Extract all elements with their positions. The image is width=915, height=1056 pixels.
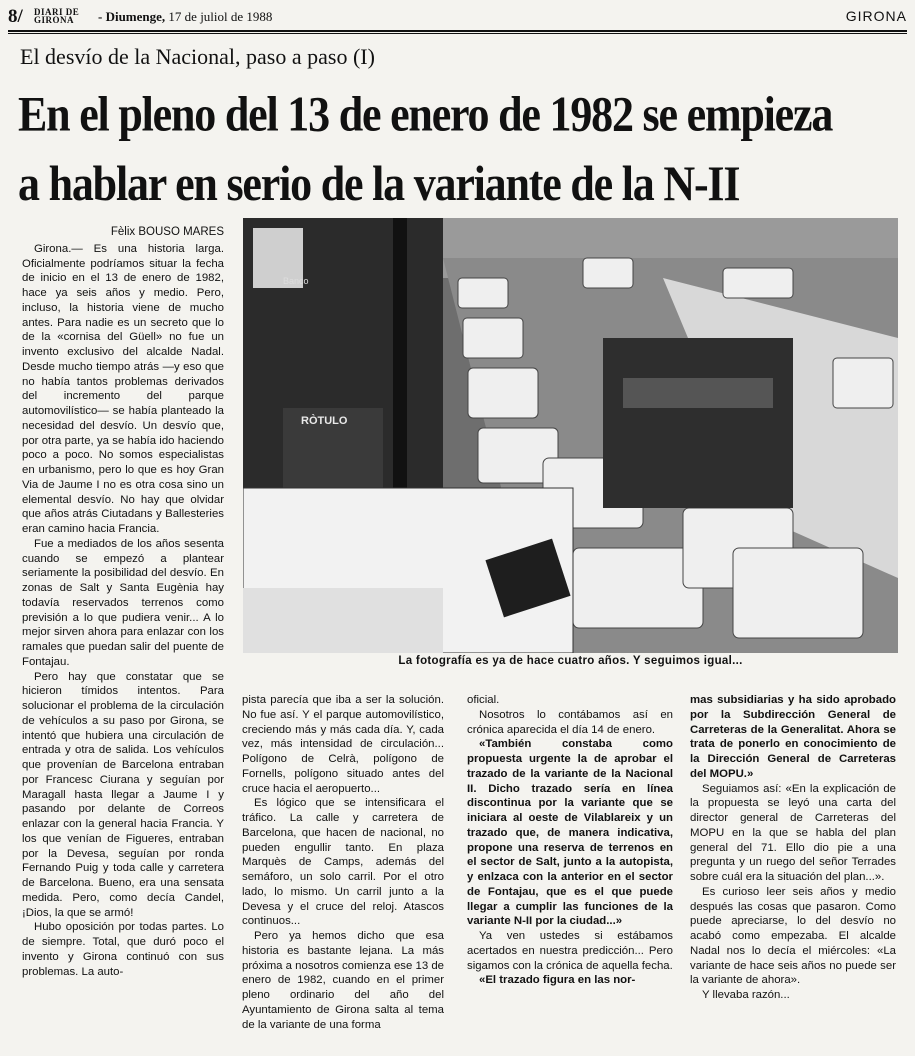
page-header	[8, 6, 907, 28]
paragraph: Pero ya hemos dicho que esa historia es bastante lejana. La más próxima a nosotros comienza ese 13 de enero de 1982, cuando en el primer pleno ordinario del año del Ayuntamiento de Girona salta al tema de la variante de una forma	[242, 930, 444, 1031]
logo-line-1: DIARI DE	[34, 7, 80, 17]
paragraph: Es curioso leer seis años y medio después las cosas que pasaron. Como puede apreciarse, lo del desvío no acabó como empezaba. El alcalde Nadal nos lo decía el miércoles: «La variante de hace seis años no puede ser la variante de ahora».	[690, 885, 896, 987]
paragraph: Fue a mediados de los años sesenta cuando se empezó a plantear seriamente la posibilidad del desvío. En zonas de Salt y Santa Eugènia hay todavía reservados terrenos como previsión a lo que pudiera venir... A lo mejor sirven ahora para enlazar con los ramales que puedan salir del puente de Fontajau.	[22, 537, 224, 668]
header-rule	[8, 30, 907, 32]
paragraph: Girona.— Es una historia larga. Oficialmente podríamos situar la fecha de inicio en el 13 de enero de 1982, hace ya seis años y medio. Pero, incluso, la historia viene de mucho antes. Para nadie es un secreto que lo de la «cornisa del Güell» no fue un invento exclusivo del alcalde Nadal. Desde mucho tiempo atrás —y eso que no había tantos problemas derivados del incremento del parque automovilístico— se había planteado la necesidad del desvío. Un desvío que, por otra parte, ya se había ido haciendo poco a poco. No somos especialistas en urbanismo, pero lo que es hoy Gran Via de Jaume I no es otra cosa sino un elemental desvío. No hay que olvidar que años atrás Ciutadans y Ballesteries eran camino hacia Francia.	[22, 242, 224, 535]
text-column-3	[467, 693, 673, 988]
text-column-4	[690, 693, 896, 1003]
traffic-photo	[243, 218, 898, 653]
section-name: GIRONA	[845, 8, 907, 24]
header-rule-thin	[8, 33, 907, 34]
paragraph: Pero hay que constatar que se hicieron tímidos intentos. Para solucionar el problema de la circulación de vehículos a su paso por Girona, se intentó que hubiera una circulación de entrada y otra de salida. Los vehículos que provenían de Barcelona entraban por Francesc Ciurana y seguían por Maragall hasta llegar a Jaume I y pasando por delante de Correos enlazar con la general hacia Francia. Y los que venían de Figueres, entraban por la Devesa, seguían por ronda Fernando Puig y toda calle y carretera de Barcelona. Bueno, era una sensata medida. Pero, como decía Candel, ¡Dios, la que se armó!	[22, 670, 224, 919]
text-column-1	[22, 225, 224, 979]
issue-date	[98, 9, 272, 25]
author-byline: Fèlix BOUSO MARES	[110, 226, 224, 238]
issue-date-text: 17 de juliol de 1988	[168, 9, 273, 24]
photo-banner-text: Banco	[283, 276, 309, 286]
paragraph: Hubo oposición por todas partes. Lo de siempre. Total, que duró poco el invento y Girona continuó con sus problemas. La auto-	[22, 921, 224, 978]
traffic-photo-image	[243, 218, 898, 653]
paragraph: Es lógico que se intensificara el tráfico. La calle y carretera de Barcelona, que hacen de nacional, no pueden engullir tanto. En plaza Marquès de Camps, además del semáforo, un solo carril. Por el otro lado, lo mismo. Un carril junto a la Devesa y el cruce del reloj. Atascos continuos...	[242, 797, 444, 928]
headline-line-1: En el pleno del 13 de enero de 1982 se empieza	[18, 86, 833, 142]
article-kicker: El desvío de la Nacional, paso a paso (I)	[20, 44, 375, 69]
logo-line-2: GIRONA	[34, 15, 75, 25]
photo-caption: La fotografía es ya de hace cuatro años. Y seguimos igual...	[398, 655, 743, 667]
text-column-2	[242, 693, 444, 1032]
paragraph: Ya ven ustedes si estábamos acertados en nuestra predicción... Pero sigamos con la crónica de aquella fecha.	[467, 930, 673, 972]
issue-day: - Diumenge,	[98, 9, 166, 24]
newspaper-logo	[34, 8, 79, 24]
paragraph: Seguiamos así: «En la explicación de la propuesta se leyó una carta del director general de Carreteras del MOPU en la que se habla del plan general del 71. Ello dio pie a una pregunta y un ruego del señor Terrades sobre cuál era la situación del plan...».	[690, 782, 896, 883]
quoted-paragraph: «También constaba como propuesta urgente la de aprobar el trazado de la variante de la Nacional II. Dicho trazado sería en línea discontinua por la variante que se iniciara al oeste de Vilablareix y un trazado que, de manera indicativa, propone una reserva de terrenos en el sector de Salt, junto a la autopista, y enlzaca con la anterior en el sector de Fontajau, que es el que puede llegar a cumplir las funciones de la variante N-II por la ciudad...»	[467, 738, 673, 928]
paragraph: pista parecía que iba a ser la solución. No fue así. Y el parque automovilístico, creciendo más y más cada día. Y, cada vez, más intensidad de circulación... Polígono de Celrà, polígono de Fornells, polígono situado antes del cruce hacia el aeropuerto...	[242, 694, 444, 795]
quoted-paragraph: «El trazado figura en las nor-	[479, 974, 636, 987]
page-number: 8/	[8, 6, 23, 27]
photo-sign-text: RÒTULO	[301, 415, 348, 427]
headline-line-2: a hablar en serio de la variante de la N-II	[18, 156, 740, 212]
article-headline	[18, 80, 898, 219]
paragraph: oficial.	[467, 694, 500, 706]
quoted-paragraph: mas subsidiarias y ha sido aprobado por la Subdirección General de Carreteras de la Generalitat. Ahora se trata de ponerlo en conocimiento de la Dirección General de Carreteras del MOPU.»	[690, 694, 896, 780]
paragraph: Y llevaba razón...	[702, 989, 790, 1001]
paragraph: Nosotros lo contábamos así en crónica aparecida el día 14 de enero.	[467, 708, 673, 736]
